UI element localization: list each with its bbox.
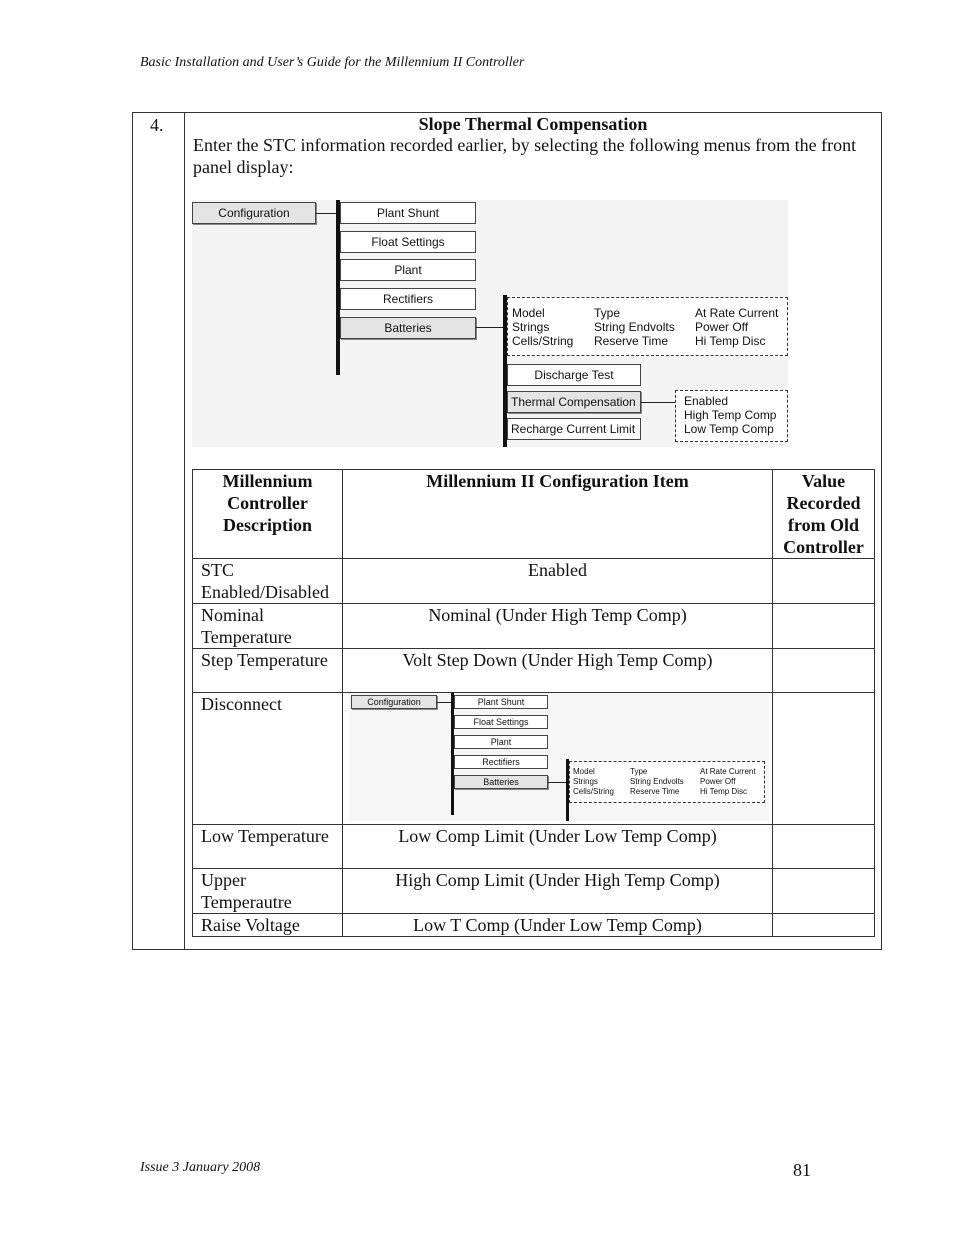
menu-plant-shunt: Plant Shunt — [340, 202, 476, 224]
mini-menu-configuration: Configuration — [351, 695, 437, 709]
footer-issue: Issue 3 January 2008 — [140, 1160, 261, 1175]
row-value — [773, 693, 875, 825]
table-row — [193, 693, 875, 825]
battery-field: Hi Temp Disc — [695, 334, 766, 348]
row-config-item: Low Comp Limit (Under Low Temp Comp) — [343, 825, 773, 869]
menu-discharge-test: Discharge Test — [507, 364, 641, 386]
page-header: Basic Installation and User’s Guide for the Millennium II Controller — [140, 55, 525, 70]
row-description: Raise Voltage — [193, 914, 343, 937]
thermal-field: Enabled — [684, 394, 729, 408]
row-config-item — [343, 693, 773, 825]
battery-field: String Endvolts — [594, 320, 675, 334]
row-value — [773, 604, 875, 649]
mini-menu-float-settings: Float Settings — [454, 715, 548, 729]
menu-thermal-compensation: Thermal Compensation — [507, 391, 641, 413]
table-header: Millennium Controller Description — [193, 470, 343, 559]
row-description: Step Temperature — [193, 649, 343, 693]
menu-batteries: Batteries — [340, 317, 476, 339]
menu-plant: Plant — [340, 259, 476, 281]
battery-field: At Rate Current — [700, 767, 756, 776]
thermal-field: Low Temp Comp — [684, 422, 774, 436]
mini-menu-batteries: Batteries — [454, 775, 548, 789]
mini-menu-plant-shunt: Plant Shunt — [454, 695, 548, 709]
battery-field: Cells/String — [512, 334, 574, 348]
row-description: Upper Temperautre — [193, 869, 343, 914]
row-config-item: High Comp Limit (Under High Temp Comp) — [343, 869, 773, 914]
battery-field: Type — [594, 306, 621, 320]
battery-field: Power Off — [695, 320, 749, 334]
page-number: 81 — [793, 1160, 811, 1180]
mini-battery-fields-box — [569, 761, 765, 803]
step-title: Slope Thermal Compensation — [418, 114, 648, 134]
menu-float-settings: Float Settings — [340, 231, 476, 253]
row-value — [773, 914, 875, 937]
row-config-item: Low T Comp (Under Low Temp Comp) — [343, 914, 773, 937]
row-description: Low Temperature — [193, 825, 343, 869]
menu-rectifiers: Rectifiers — [340, 288, 476, 310]
menu-configuration: Configuration — [192, 202, 316, 224]
row-description: Nominal Temperature — [193, 604, 343, 649]
mini-level1-bar — [451, 693, 454, 815]
battery-field: Cells/String — [573, 787, 614, 796]
step-number: 4. — [150, 115, 164, 135]
table-header: Millennium II Configuration Item — [343, 470, 773, 559]
battery-field: Power Off — [700, 777, 736, 786]
step-instructions: Enter the STC information recorded earlier, by selecting the following menus from the front panel display: — [193, 135, 857, 177]
battery-field: Strings — [573, 777, 598, 786]
thermal-field: High Temp Comp — [684, 408, 777, 422]
mini-menu-diagram — [349, 693, 769, 821]
step-frame-divider — [184, 112, 185, 950]
menu-diagram — [192, 200, 788, 447]
mini-menu-plant: Plant — [454, 735, 548, 749]
row-description: Disconnect — [193, 693, 343, 825]
table-row — [193, 914, 875, 937]
row-value — [773, 649, 875, 693]
menu-recharge-current-limit: Recharge Current Limit — [507, 418, 641, 440]
thermal-fields-box — [675, 390, 788, 442]
battery-field: At Rate Current — [695, 306, 779, 320]
battery-fields-box — [507, 297, 788, 356]
table-row — [193, 869, 875, 914]
battery-field: Type — [630, 767, 648, 776]
battery-field: Model — [512, 306, 545, 320]
row-config-item: Enabled — [343, 559, 773, 604]
battery-field: Hi Temp Disc — [700, 787, 747, 796]
battery-field: String Endvolts — [630, 777, 684, 786]
row-value — [773, 559, 875, 604]
table-row — [193, 649, 875, 693]
battery-field: Reserve Time — [630, 787, 680, 796]
row-value — [773, 825, 875, 869]
battery-field: Model — [573, 767, 595, 776]
table-row — [193, 559, 875, 604]
table-row — [193, 825, 875, 869]
battery-field: Strings — [512, 320, 550, 334]
row-config-item: Volt Step Down (Under High Temp Comp) — [343, 649, 773, 693]
table-row — [193, 604, 875, 649]
battery-field: Reserve Time — [594, 334, 669, 348]
row-value — [773, 869, 875, 914]
mini-menu-rectifiers: Rectifiers — [454, 755, 548, 769]
row-config-item: Nominal (Under High Temp Comp) — [343, 604, 773, 649]
table-header: Value Recorded from Old Controller — [773, 470, 875, 559]
row-description: STC Enabled/Disabled — [193, 559, 343, 604]
configuration-table — [192, 469, 875, 937]
